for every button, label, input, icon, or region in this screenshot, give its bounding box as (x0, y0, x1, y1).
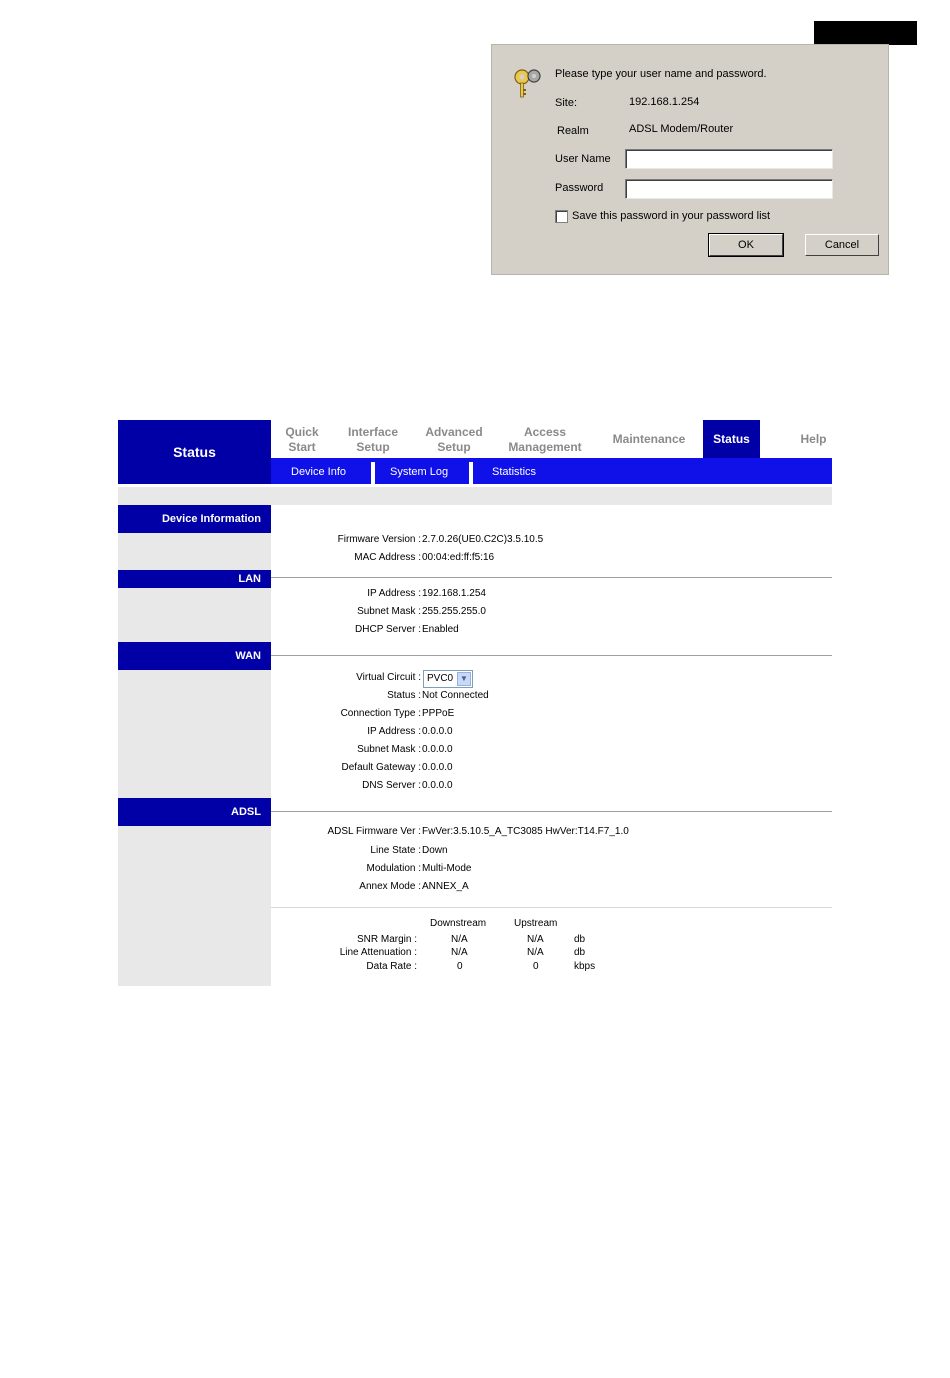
firmware-value: 2.7.0.26(UE0.C2C)3.5.10.5 (422, 534, 544, 545)
conn-type-row (271, 708, 832, 724)
virtual-circuit-select[interactable] (423, 670, 473, 688)
nav-maintenance[interactable]: Maintenance (612, 432, 686, 446)
subnav-device-info[interactable]: Device Info (291, 466, 347, 478)
subnav-system-log[interactable]: System Log (390, 466, 449, 478)
col-upstream: Upstream (514, 918, 558, 929)
gateway-value: 0.0.0.0 (422, 762, 453, 773)
router-status-page (118, 420, 832, 986)
site-label: Site: (555, 97, 578, 109)
modulation-row (271, 863, 832, 879)
adsl-fw-row (271, 826, 832, 842)
page-title: Status (118, 420, 271, 484)
vc-row (271, 672, 832, 688)
modulation-label: Modulation : (366, 863, 421, 874)
dns-label: DNS Server : (362, 780, 421, 791)
dns-value: 0.0.0.0 (422, 780, 453, 791)
mac-value: 00:04:ed:ff:f5:16 (422, 552, 495, 563)
dhcp-value: Enabled (422, 624, 459, 635)
save-password-checkbox[interactable] (555, 210, 568, 223)
keys-icon (510, 65, 546, 101)
wan-ip-label: IP Address : (367, 726, 421, 737)
gateway-row (271, 762, 832, 778)
lan-ip-label: IP Address : (367, 588, 421, 599)
username-field[interactable] (625, 149, 833, 169)
attenuation-down: N/A (451, 947, 468, 958)
wan-status-row (271, 690, 832, 706)
nav-label: Setup (437, 440, 471, 454)
firmware-row (271, 534, 832, 550)
conn-type-value: PPPoE (422, 708, 455, 719)
nav-advanced-setup[interactable] (418, 420, 490, 458)
snr-up: N/A (527, 934, 544, 945)
section-wan: WAN (118, 642, 271, 670)
snr-down: N/A (451, 934, 468, 945)
firmware-label: Firmware Version : (337, 534, 421, 545)
page-header-tab (814, 21, 917, 45)
snr-unit: db (574, 934, 586, 945)
mac-row (271, 552, 832, 568)
data-rate-up: 0 (533, 961, 539, 972)
realm-label: Realm (557, 125, 589, 137)
realm-value: ADSL Modem/Router (629, 123, 734, 135)
subnav-statistics[interactable]: Statistics (492, 466, 537, 478)
col-downstream: Downstream (430, 918, 487, 929)
line-state-row (271, 845, 832, 861)
wan-ip-value: 0.0.0.0 (422, 726, 453, 737)
dns-row (271, 780, 832, 796)
attenuation-unit: db (574, 947, 586, 958)
gateway-label: Default Gateway : (341, 762, 421, 773)
data-rate-label: Data Rate : (366, 961, 417, 972)
ok-button[interactable]: OK (709, 234, 783, 256)
nav-help[interactable]: Help (800, 432, 827, 446)
nav-access-management[interactable] (500, 420, 590, 458)
section-device-info: Device Information (118, 505, 271, 533)
line-state-value: Down (422, 845, 448, 856)
annex-row (271, 881, 832, 897)
section-divider (271, 655, 832, 656)
data-rate-unit: kbps (574, 961, 596, 972)
top-nav (271, 420, 832, 458)
nav-interface-setup[interactable] (339, 420, 407, 458)
wan-ip-row (271, 726, 832, 742)
sub-nav (271, 458, 832, 484)
adsl-fw-value: FwVer:3.5.10.5_A_TC3085 HwVer:T14.F7_1.0 (422, 826, 629, 837)
save-password-label[interactable]: Save this password in your password list (572, 210, 771, 222)
wan-status-value: Not Connected (422, 690, 489, 701)
wan-mask-label: Subnet Mask : (357, 744, 421, 755)
nav-label: Access (523, 425, 567, 439)
wan-mask-row (271, 744, 832, 760)
password-label: Password (555, 182, 604, 194)
section-divider (271, 577, 832, 578)
username-label: User Name (555, 153, 611, 165)
annex-label: Annex Mode : (359, 881, 421, 892)
divider-strip (118, 487, 832, 505)
nav-label: Start (288, 440, 316, 454)
section-divider (271, 907, 832, 908)
modulation-value: Multi-Mode (422, 863, 472, 874)
subnav-separator (469, 462, 473, 484)
nav-label: Quick (285, 425, 319, 439)
nav-quick-start[interactable] (277, 420, 327, 458)
login-dialog (491, 44, 889, 275)
snr-label: SNR Margin : (356, 934, 417, 945)
vc-label: Virtual Circuit : (356, 672, 421, 683)
line-state-label: Line State : (370, 845, 421, 856)
data-rate-down: 0 (457, 961, 463, 972)
section-adsl: ADSL (118, 798, 271, 826)
chevron-down-icon[interactable]: ▼ (457, 672, 471, 686)
nav-label: Advanced (425, 425, 483, 439)
section-divider (271, 811, 832, 812)
wan-status-label: Status : (387, 690, 421, 701)
dialog-prompt: Please type your user name and password. (555, 68, 767, 80)
wan-mask-value: 0.0.0.0 (422, 744, 453, 755)
dhcp-row (271, 624, 832, 640)
annex-value: ANNEX_A (422, 881, 469, 892)
subnav-separator (371, 462, 375, 484)
lan-mask-value: 255.255.255.0 (422, 606, 486, 617)
section-lan: LAN (118, 570, 271, 588)
nav-label: Management (508, 440, 582, 454)
lan-mask-label: Subnet Mask : (357, 606, 421, 617)
lan-mask-row (271, 606, 832, 622)
attenuation-label: Line Attenuation : (339, 947, 417, 958)
nav-label: Setup (356, 440, 390, 454)
adsl-fw-label: ADSL Firmware Ver : (327, 826, 421, 837)
mac-label: MAC Address : (354, 552, 421, 563)
lan-ip-row (271, 588, 832, 604)
adsl-stats-table (271, 918, 832, 978)
password-field[interactable] (625, 179, 833, 199)
dhcp-label: DHCP Server : (355, 624, 421, 635)
nav-status[interactable]: Status (703, 420, 760, 458)
lan-ip-value: 192.168.1.254 (422, 588, 486, 599)
conn-type-label: Connection Type : (340, 708, 421, 719)
site-value: 192.168.1.254 (629, 96, 700, 108)
attenuation-up: N/A (527, 947, 544, 958)
cancel-button[interactable]: Cancel (805, 234, 879, 256)
nav-label: Interface (347, 425, 399, 439)
virtual-circuit-value: PVC0 (427, 673, 454, 684)
